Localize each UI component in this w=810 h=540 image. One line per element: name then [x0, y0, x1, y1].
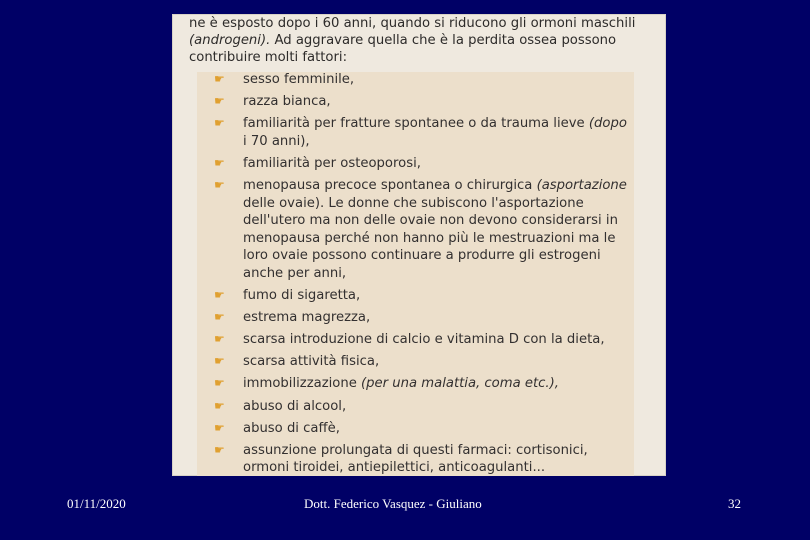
- pointing-hand-icon: ☛: [214, 420, 225, 435]
- risk-factor-italic: (per una malattia, coma etc.),: [356, 376, 559, 392]
- risk-factor-line: fumo di sigaretta,: [243, 288, 361, 304]
- intro-paragraph: [189, 15, 649, 66]
- risk-factor-item: [211, 309, 637, 327]
- risk-factor-line: scarsa introduzione di calcio e vitamina D con la dieta,: [243, 332, 605, 348]
- footer-page-number: 32: [728, 496, 741, 511]
- risk-factor-line: loro ovaie possono continuare a produrre gli estrogeni: [243, 248, 601, 264]
- pointing-hand-icon: ☛: [214, 72, 225, 86]
- pointing-hand-icon: ☛: [214, 288, 225, 303]
- pointing-hand-icon: ☛: [214, 332, 225, 347]
- risk-factor-line: assunzione prolungata di questi farmaci: cortisonici,: [243, 442, 588, 458]
- risk-factor-line: scarsa attività fisica,: [243, 354, 380, 370]
- risk-factor-line: anche per anni,: [243, 265, 347, 281]
- intro-line-2: [189, 32, 649, 49]
- risk-factor-item: [211, 155, 637, 173]
- risk-factor-italic: (asportazione: [532, 177, 627, 193]
- risk-factor-item: [211, 398, 637, 416]
- risk-factor-item: [211, 442, 637, 476]
- risk-factor-line: delle ovaie). Le donne che subiscono l'asportazione: [243, 195, 584, 211]
- pointing-hand-icon: ☛: [214, 94, 225, 109]
- intro-line-2-italic: (androgeni).: [189, 33, 271, 48]
- risk-factor-line: dell'utero ma non delle ovaie non devono considerarsi in: [243, 213, 618, 229]
- risk-factor-italic: (dopo: [584, 116, 627, 132]
- risk-factor-item: [211, 375, 637, 393]
- risk-factor-line: razza bianca,: [243, 94, 331, 110]
- risk-factor-item: [211, 331, 637, 349]
- risk-factor-line: estrema magrezza,: [243, 310, 371, 326]
- footer-date: 01/11/2020: [67, 496, 126, 511]
- risk-factor-line: abuso di alcool,: [243, 398, 347, 414]
- risk-factor-item: [211, 177, 637, 283]
- risk-factor-line: menopausa perché non hanno più le mestruazioni ma le: [243, 230, 616, 246]
- risk-factor-line: familiarità per fratture spontanee o da trauma lieve (dopo: [243, 116, 627, 132]
- risk-factor-line: abuso di caffè,: [243, 420, 340, 436]
- risk-factor-item: [211, 115, 637, 150]
- pointing-hand-icon: ☛: [214, 354, 225, 369]
- risk-factor-item: [211, 71, 637, 89]
- risk-factor-item: [211, 420, 637, 438]
- pointing-hand-icon: ☛: [214, 442, 225, 457]
- pointing-hand-icon: ☛: [214, 310, 225, 325]
- intro-line-3: contribuire molti fattori:: [189, 50, 348, 65]
- risk-factor-line: i 70 anni),: [243, 133, 310, 149]
- risk-factor-item: [211, 287, 637, 305]
- risk-factor-line: familiarità per osteoporosi,: [243, 155, 421, 171]
- risk-factor-item: [211, 353, 637, 371]
- risk-factor-line: sesso femminile,: [243, 72, 355, 87]
- scanned-page-photo: [172, 14, 666, 476]
- risk-factor-line: immobilizzazione (per una malattia, coma etc.),: [243, 376, 559, 392]
- intro-line-1: ne è esposto dopo i 60 anni, quando si riducono gli ormoni maschili: [189, 16, 636, 31]
- pointing-hand-icon: ☛: [214, 398, 225, 413]
- pointing-hand-icon: ☛: [214, 155, 225, 170]
- risk-factor-list: [211, 71, 637, 476]
- risk-factor-line: menopausa precoce spontanea o chirurgica (asportazione: [243, 177, 627, 193]
- pointing-hand-icon: ☛: [214, 177, 225, 192]
- risk-factor-item: [211, 93, 637, 111]
- pointing-hand-icon: ☛: [214, 376, 225, 391]
- pointing-hand-icon: ☛: [214, 116, 225, 131]
- footer-author: Dott. Federico Vasquez - Giuliano: [304, 496, 482, 511]
- risk-factor-line: ormoni tiroidei, antiepilettici, anticoagulanti...: [243, 460, 546, 476]
- intro-line-2-rest: Ad aggravare quella che è la perdita ossea possono: [270, 33, 617, 48]
